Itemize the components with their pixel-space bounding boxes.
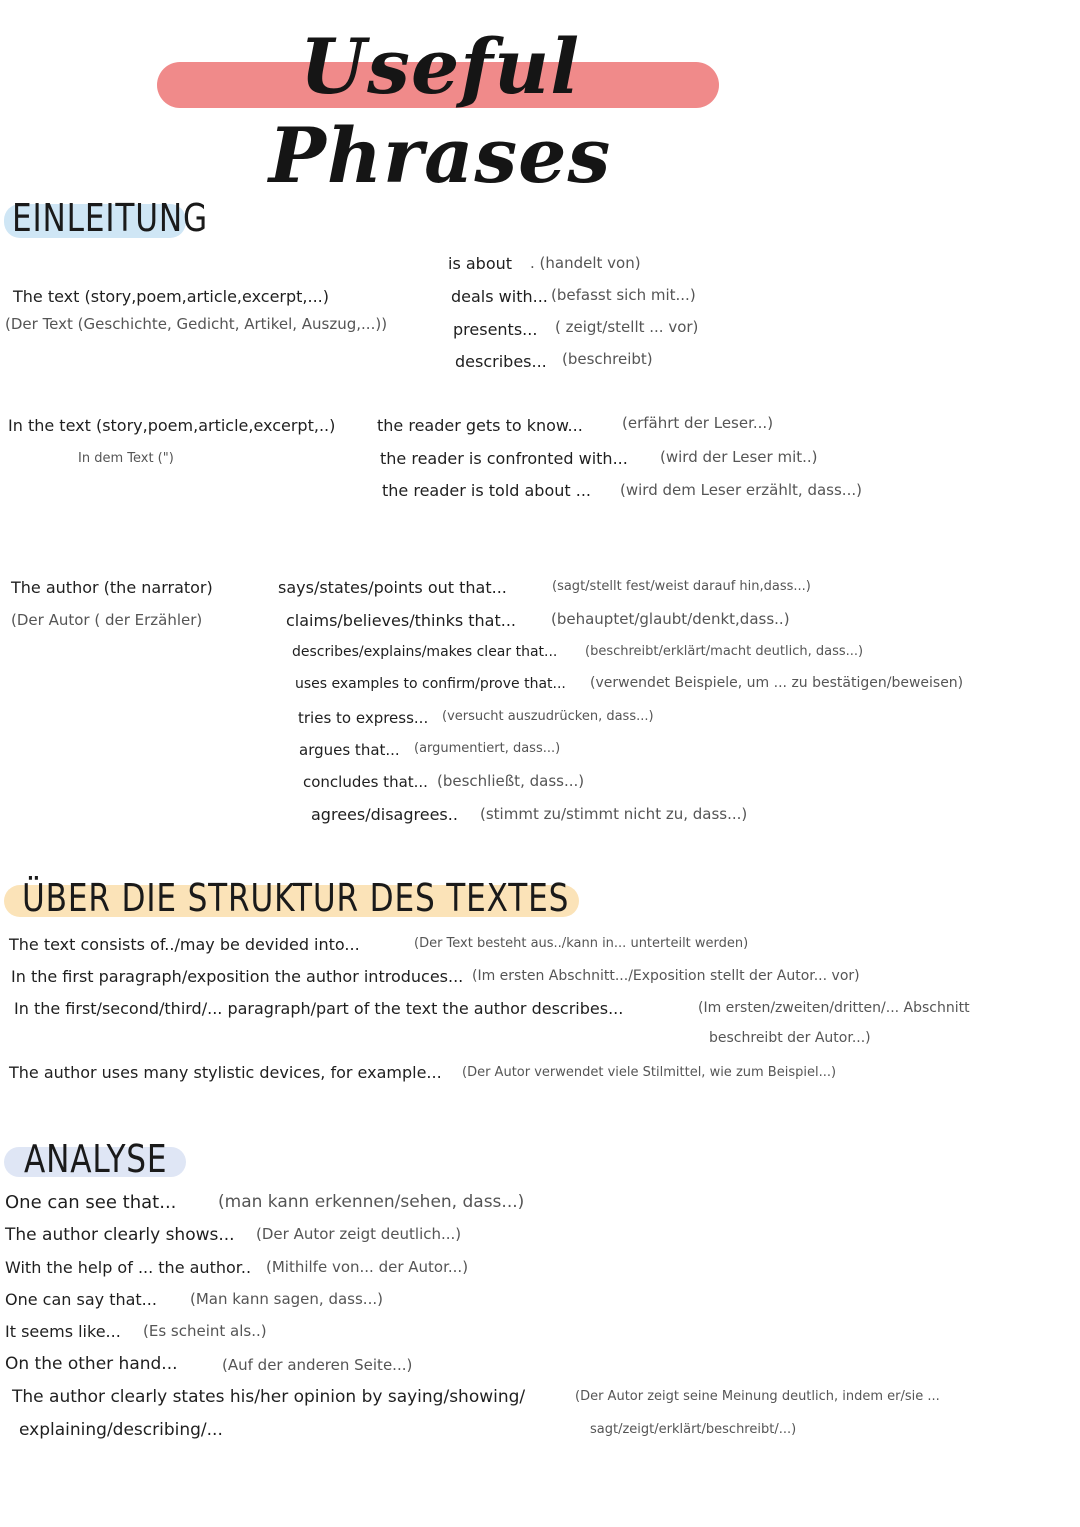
block1-verb-de: (befasst sich mit...) <box>551 286 696 304</box>
block3-subject-de: (Der Autor ( der Erzähler) <box>11 611 203 629</box>
block2-phrase-en: the reader gets to know... <box>377 416 583 435</box>
struktur-line-en: In the first paragraph/exposition the author introduces... <box>11 967 464 986</box>
analyse-line-en: One can see that... <box>5 1192 177 1213</box>
struktur-line-de: (Im ersten/zweiten/dritten/... Abschnitt <box>698 1000 970 1016</box>
analyse-line-de: (Es scheint als..) <box>143 1322 267 1340</box>
block2-subject-de: In dem Text (") <box>78 451 174 466</box>
analyse-line-en: The author clearly shows... <box>5 1225 235 1245</box>
block3-phrase-en: uses examples to confirm/prove that... <box>295 676 566 692</box>
analyse-line-en: With the help of ... the author.. <box>5 1258 252 1277</box>
analyse-line-en: It seems like... <box>5 1322 121 1341</box>
analyse-line-de: (Mithilfe von... der Autor...) <box>266 1258 469 1276</box>
block3-phrase-de: (sagt/stellt fest/weist darauf hin,dass...) <box>552 579 811 594</box>
block2-subject-en: In the text (story,poem,article,excerpt,..) <box>8 416 336 435</box>
struktur-line-de-cont: beschreibt der Autor...) <box>709 1030 871 1046</box>
analyse-line-de: (Der Autor zeigt deutlich...) <box>256 1225 462 1243</box>
block1-verb-de: . (handelt von) <box>530 254 641 272</box>
block3-subject-en: The author (the narrator) <box>11 578 213 597</box>
block3-phrase-en: tries to express... <box>298 709 429 727</box>
analyse-heading: ANALYSE <box>24 1137 168 1181</box>
block3-phrase-en: agrees/disagrees.. <box>311 805 458 824</box>
analyse-line-de-cont: sagt/zeigt/erklärt/beschreibt/...) <box>590 1422 797 1437</box>
block3-phrase-de: (argumentiert, dass...) <box>414 741 561 756</box>
block3-phrase-en: concludes that... <box>303 773 428 791</box>
block2-phrase-de: (erfährt der Leser...) <box>622 414 774 432</box>
block1-subject-en: The text (story,poem,article,excerpt,...) <box>13 287 329 306</box>
analyse-line-de: (Auf der anderen Seite...) <box>222 1356 413 1374</box>
analyse-line-de: (Der Autor zeigt seine Meinung deutlich, indem er/sie ... <box>575 1389 940 1404</box>
analyse-line-en: On the other hand... <box>5 1354 178 1374</box>
struktur-heading: ÜBER DIE STRUKTUR DES TEXTES <box>22 876 570 920</box>
struktur-line-de: (Der Text besteht aus../kann in... unterteilt werden) <box>414 936 749 951</box>
block3-phrase-de: (beschreibt/erklärt/macht deutlich, dass...) <box>585 644 864 659</box>
einleitung-heading: EINLEITUNG <box>12 196 208 240</box>
struktur-line-en: The author uses many stylistic devices, for example... <box>9 1063 442 1082</box>
block3-phrase-de: (versucht auszudrücken, dass...) <box>442 709 654 724</box>
analyse-line-en: The author clearly states his/her opinion by saying/showing/ <box>12 1387 526 1407</box>
block1-verb-en: presents... <box>453 320 538 339</box>
analyse-line-de: (man kann erkennen/sehen, dass...) <box>218 1192 525 1212</box>
block2-phrase-de: (wird der Leser mit..) <box>660 448 818 466</box>
block1-verb-en: deals with... <box>451 287 548 306</box>
block3-phrase-en: says/states/points out that... <box>278 578 507 597</box>
struktur-line-en: The text consists of../may be devided into... <box>9 935 360 954</box>
analyse-line-de: (Man kann sagen, dass...) <box>190 1290 383 1308</box>
block3-phrase-de: (behauptet/glaubt/denkt,dass..) <box>551 610 790 628</box>
analyse-line-en: One can say that... <box>5 1290 157 1309</box>
block1-verb-en: is about <box>448 254 513 273</box>
block3-phrase-de: (verwendet Beispiele, um ... zu bestätigen/beweisen) <box>590 675 964 691</box>
block1-subject-de: (Der Text (Geschichte, Gedicht, Artikel, Auszug,...)) <box>5 315 388 333</box>
analyse-line-en-cont: explaining/describing/... <box>19 1420 223 1440</box>
block3-phrase-de: (beschließt, dass...) <box>437 772 585 790</box>
block1-verb-de: ( zeigt/stellt ... vor) <box>555 318 699 336</box>
block2-phrase-de: (wird dem Leser erzählt, dass...) <box>620 481 862 499</box>
block3-phrase-en: argues that... <box>299 741 400 759</box>
block2-phrase-en: the reader is told about ... <box>382 481 592 500</box>
block3-phrase-en: claims/believes/thinks that... <box>286 611 517 630</box>
struktur-line-de: (Der Autor verwendet viele Stilmittel, wie zum Beispiel...) <box>462 1065 837 1080</box>
block1-verb-en: describes... <box>455 352 547 371</box>
block1-verb-de: (beschreibt) <box>562 350 653 368</box>
page-title: Useful Phrases <box>268 22 612 200</box>
block2-phrase-en: the reader is confronted with... <box>380 449 628 468</box>
struktur-line-en: In the first/second/third/... paragraph/part of the text the author describes... <box>14 999 624 1018</box>
block3-phrase-en: describes/explains/makes clear that... <box>292 644 558 660</box>
struktur-line-de: (Im ersten Abschnitt.../Exposition stellt der Autor... vor) <box>472 968 860 984</box>
block3-phrase-de: (stimmt zu/stimmt nicht zu, dass...) <box>480 805 748 823</box>
